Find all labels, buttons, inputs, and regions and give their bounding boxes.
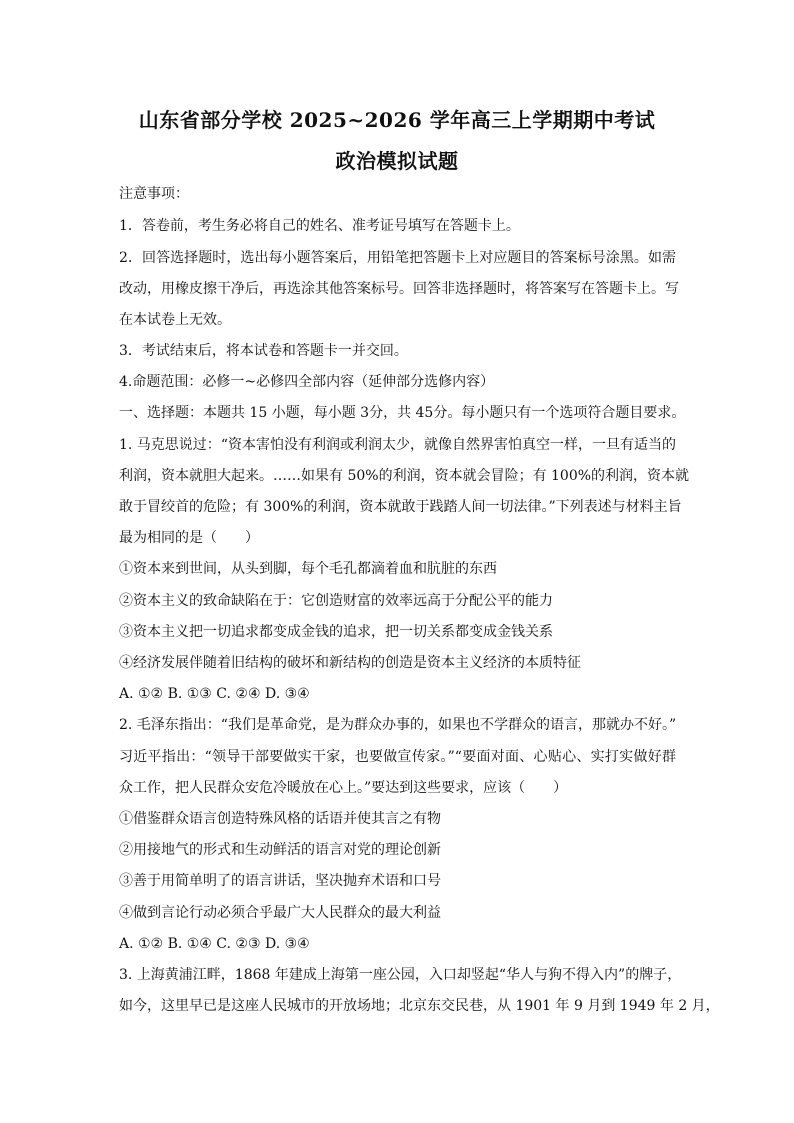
exam-title: 山东省部分学校 2025~2026 学年高三上学期期中考试 [138,108,656,132]
notice-item-2-line-2: 改动，用橡皮擦干净后，再选涂其他答案标号。回答非选择题时，将答案写在答题卡上。写 [119,281,679,297]
notice-item-2-line-3: 在本试卷上无效。 [119,312,231,328]
question-1-choices: A. ①② B. ①③ C. ②④ D. ③④ [119,686,310,702]
question-1-line-1: 1. 马克思说过：“资本害怕没有利润或利润太少，就像自然界害怕真空一样，一旦有适当的 [119,437,676,453]
notice-item-3: 3．考试结束后，将本试卷和答题卡一并交回。 [119,343,408,359]
question-2-line-1: 2. 毛泽东指出：“我们是革命党，是为群众办事的，如果也不学群众的语言，那就办不好。” [119,717,677,733]
question-1-line-3: 敢于冒绞首的危险；有 300%的利润，资本就敢于践踏人间一切法律。”下列表述与材料主旨 [119,499,682,515]
question-2-line-2: 习近平指出：“领导干部要做实干家，也要做宣传家。”“要面对面、心贴心、实打实做好群 [119,749,676,765]
question-3-line-2: 如今，这里早已是这座人民城市的开放场地；北京东交民巷，从 1901 年 9 月到 1949 年 2 月， [119,998,720,1014]
question-2-line-3: 众工作，把人民群众安危冷暖放在心上。”要达到这些要求，应该（ ） [119,780,568,796]
notice-item-4: 4.命题范围：必修一~必修四全部内容（延伸部分选修内容） [119,374,495,390]
notice-item-1: 1．答卷前，考生务必将自己的姓名、准考证号填写在答题卡上。 [119,218,520,234]
section-heading: 一、选择题：本题共 15 小题，每小题 3分，共 45分。每小题只有一个选项符合题目要求。 [119,405,686,421]
question-1-option-3: ③资本主义把一切追求都变成金钱的追求，把一切关系都变成金钱关系 [119,624,553,640]
question-1-line-2: 利润，资本就胆大起来。……如果有 50%的利润，资本就会冒险；有 100%的利润，资本就 [119,468,690,484]
question-2-option-3: ③善于用简单明了的语言讲话，坚决抛弃术语和口号 [119,873,441,889]
question-2-option-4: ④做到言论行动必须合乎最广大人民群众的最大利益 [119,905,441,921]
question-1-option-4: ④经济发展伴随着旧结构的破坏和新结构的创造是资本主义经济的本质特征 [119,655,581,671]
question-1-option-2: ②资本主义的致命缺陷在于：它创造财富的效率远高于分配公平的能力 [119,593,553,609]
question-2-option-1: ①借鉴群众语言创造特殊风格的话语并使其言之有物 [119,811,441,827]
notice-item-2-line-1: 2．回答选择题时，选出每小题答案后，用铅笔把答题卡上对应题目的答案标号涂黑。如需 [119,250,676,266]
question-2-option-2: ②用接地气的形式和生动鲜活的语言对党的理论创新 [119,842,441,858]
notice-heading: 注意事项： [119,186,189,202]
question-2-choices: A. ①② B. ①④ C. ②③ D. ③④ [119,936,310,952]
question-1-line-4: 最为相同的是（ ） [119,530,259,546]
exam-subtitle: 政治模拟试题 [335,149,459,173]
question-3-line-1: 3. 上海黄浦江畔，1868 年建成上海第一座公园，入口却竖起“华人与狗不得入内”的牌子， [119,967,682,983]
question-1-option-1: ①资本来到世间，从头到脚，每个毛孔都滴着血和肮脏的东西 [119,561,497,577]
